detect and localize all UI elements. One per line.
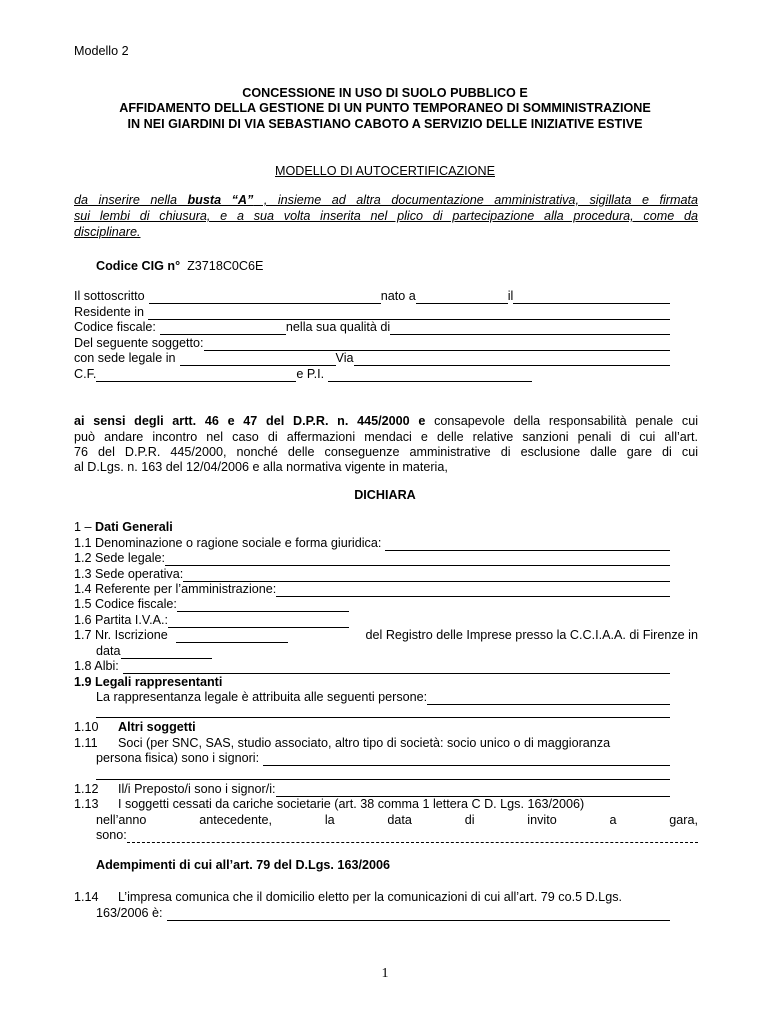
item-1-13-line-1: I soggetti cessati da cariche societarie (art. 38 comma 1 lettera C D. Lgs. 163/2006) bbox=[118, 797, 585, 811]
item-1-3-label: 1.3 Sede operativa: bbox=[74, 567, 184, 581]
item-1-6-label: 1.6 Partita I.V.A.: bbox=[74, 613, 169, 627]
item-1-2 bbox=[74, 551, 670, 566]
label-qualita: nella sua qualità di bbox=[285, 320, 391, 334]
item-1-12-field[interactable] bbox=[276, 784, 671, 797]
field-legal-seat[interactable] bbox=[180, 353, 336, 366]
item-1-8 bbox=[74, 659, 670, 674]
cig-label: Codice CIG n° bbox=[96, 259, 181, 273]
label-sottoscritto: Il sottoscritto bbox=[74, 289, 145, 303]
field-name[interactable] bbox=[149, 291, 381, 304]
busta-label: busta “A” bbox=[187, 193, 254, 207]
item-1-13-field[interactable] bbox=[127, 830, 698, 843]
item-1-4-field[interactable] bbox=[276, 584, 670, 597]
field-birthdate[interactable] bbox=[513, 291, 670, 304]
field-tax-code[interactable] bbox=[160, 322, 286, 335]
item-1-4-label: 1.4 Referente per l’amministrazione: bbox=[74, 582, 277, 596]
title-line-2: AFFIDAMENTO DELLA GESTIONE DI UN PUNTO TEMPORANEO DI SOMMINISTRAZIONE bbox=[119, 101, 651, 115]
item-1-1-field[interactable] bbox=[385, 538, 670, 551]
field-residence[interactable] bbox=[148, 307, 670, 320]
item-1-11-line-1: Soci (per SNC, SAS, studio associato, altro tipo di società: socio unico o di maggioranza bbox=[118, 736, 611, 750]
item-1-7-date-label: data bbox=[96, 644, 121, 658]
item-1-14-line-1: L’impresa comunica che il domicilio eletto per la comunicazioni di cui all’art. 79 co.5 D.Lgs. bbox=[118, 890, 622, 904]
item-1-13 bbox=[96, 828, 698, 843]
cig-code bbox=[96, 259, 263, 274]
instructions-text: da inserire nella bbox=[74, 193, 188, 207]
field-cf[interactable] bbox=[96, 369, 296, 382]
label-seguente-soggetto: Del seguente soggetto: bbox=[74, 336, 204, 350]
item-1-12-num: 1.12 bbox=[74, 782, 99, 796]
model-label: Modello 2 bbox=[74, 44, 129, 58]
label-il: il bbox=[507, 289, 514, 303]
item-1-11-field-line-2[interactable] bbox=[96, 779, 670, 780]
legal-line-1-rest: consapevole della responsabilità penale cui bbox=[425, 414, 698, 428]
item-1-14-field[interactable] bbox=[167, 908, 670, 921]
item-1-7 bbox=[74, 628, 698, 643]
section-1-number: 1 – bbox=[74, 520, 96, 534]
label-nato-a: nato a bbox=[380, 289, 416, 303]
item-1-14-label: 163/2006 è: bbox=[96, 906, 163, 920]
item-1-5-label: 1.5 Codice fiscale: bbox=[74, 597, 177, 611]
section-1-heading bbox=[74, 520, 173, 535]
item-1-3-field[interactable] bbox=[183, 569, 670, 582]
subtitle: MODELLO DI AUTOCERTIFICAZIONE bbox=[275, 164, 495, 178]
item-1-8-label: 1.8 Albi: bbox=[74, 659, 119, 673]
title-line-3: IN NEI GIARDINI DI VIA SEBASTIANO CABOTO A SERVIZIO DELLE INIZIATIVE ESTIVE bbox=[127, 117, 643, 131]
item-1-1 bbox=[74, 536, 670, 551]
item-1-9-field-line-2[interactable] bbox=[96, 717, 670, 718]
title-line-1: CONCESSIONE IN USO DI SUOLO PUBBLICO E bbox=[242, 86, 528, 100]
item-1-2-label: 1.2 Sede legale: bbox=[74, 551, 166, 565]
instructions-line-3: disciplinare. bbox=[74, 225, 141, 239]
item-1-9-heading: 1.9 Legali rappresentanti bbox=[74, 675, 223, 689]
item-1-4 bbox=[74, 582, 670, 597]
item-1-12-label: Il/i Preposto/i sono i signor/i: bbox=[118, 782, 276, 796]
section-1-title: Dati Generali bbox=[95, 520, 173, 534]
item-1-7-text: del Registro delle Imprese presso la C.C.I.A.A. di Firenze in bbox=[365, 628, 698, 642]
instructions-line-2: sui lembi di chiusura, e a sua volta inserita nel plico di partecipazione alla procedura, come da bbox=[74, 209, 698, 223]
item-1-1-label: 1.1 Denominazione o ragione sociale e forma giuridica: bbox=[74, 536, 382, 550]
label-codice-fiscale: Codice fiscale: bbox=[74, 320, 156, 334]
cig-value: Z3718C0C6E bbox=[187, 259, 264, 273]
item-1-11 bbox=[96, 751, 670, 766]
item-1-13-num: 1.13 bbox=[74, 797, 99, 811]
item-1-14 bbox=[96, 906, 670, 921]
page-number: 1 bbox=[381, 966, 389, 981]
item-1-10-num: 1.10 bbox=[74, 720, 99, 734]
instructions-line-1 bbox=[74, 192, 698, 208]
item-1-9-label: La rappresentanza legale è attribuita alle seguenti persone: bbox=[96, 690, 428, 704]
label-cf: C.F. bbox=[74, 367, 97, 381]
item-1-13-label: sono: bbox=[96, 828, 127, 842]
row-sede-legale bbox=[74, 351, 670, 366]
item-1-3 bbox=[74, 567, 670, 582]
legal-line-4: al D.Lgs. n. 163 del 12/04/2006 e alla normativa vigente in materia, bbox=[74, 460, 448, 474]
legal-line-3: 76 del D.P.R. 445/2000, nonché delle conseguenze amministrative di esclusione dalle gare di cui bbox=[74, 445, 698, 459]
item-1-11-label: persona fisica) sono i signori: bbox=[96, 751, 260, 765]
legal-bold: ai sensi degli artt. 46 e 47 del D.P.R. n. 445/2000 e bbox=[74, 414, 426, 428]
item-1-7-field[interactable] bbox=[176, 630, 288, 643]
item-1-7-date bbox=[96, 644, 212, 659]
item-1-11-num: 1.11 bbox=[74, 736, 98, 750]
row-codice-fiscale bbox=[74, 320, 670, 335]
item-1-2-field[interactable] bbox=[165, 553, 670, 566]
field-role[interactable] bbox=[390, 322, 670, 335]
section-2-title: Adempimenti di cui all’art. 79 del D.Lgs. 163/2006 bbox=[96, 858, 390, 872]
field-vat[interactable] bbox=[328, 369, 532, 382]
item-1-12 bbox=[118, 782, 670, 797]
item-1-13-line-2: nell’anno antecedente, la data di invito a gara, bbox=[96, 813, 698, 827]
item-1-10-title: Altri soggetti bbox=[118, 720, 196, 734]
item-1-5-field[interactable] bbox=[177, 599, 349, 612]
item-1-9-field[interactable] bbox=[427, 692, 670, 705]
field-birthplace[interactable] bbox=[416, 291, 508, 304]
label-sede-legale: con sede legale in bbox=[74, 351, 176, 365]
item-1-7-label: 1.7 Nr. Iscrizione bbox=[74, 628, 168, 642]
label-pi: e P.I. bbox=[296, 367, 325, 381]
row-residente bbox=[74, 305, 670, 320]
item-1-7-left bbox=[74, 628, 288, 643]
item-1-9 bbox=[96, 690, 670, 705]
legal-line-2: può andare incontro nel caso di affermazioni mendaci e delle relative sanzioni penali di cui all’art. bbox=[74, 430, 698, 444]
label-via: Via bbox=[335, 351, 354, 365]
item-1-8-field[interactable] bbox=[123, 661, 670, 674]
item-1-14-num: 1.14 bbox=[74, 890, 99, 904]
field-street[interactable] bbox=[354, 353, 670, 366]
item-1-6-field[interactable] bbox=[168, 615, 349, 628]
field-subject[interactable] bbox=[204, 338, 670, 351]
legal-line-1 bbox=[74, 413, 698, 429]
dichiara-heading: DICHIARA bbox=[354, 488, 416, 502]
item-1-6 bbox=[74, 613, 349, 628]
item-1-11-field[interactable] bbox=[263, 753, 670, 766]
item-1-5 bbox=[74, 597, 349, 612]
label-residente: Residente in bbox=[74, 305, 145, 319]
item-1-7-date-field[interactable] bbox=[121, 646, 212, 659]
row-seguente-soggetto bbox=[74, 336, 670, 351]
row-sottoscritto bbox=[74, 289, 670, 304]
row-cf-pi bbox=[74, 367, 532, 382]
instructions-text-cont: , insieme ad altra documentazione amministrativa, sigillata e firmata bbox=[253, 193, 698, 207]
